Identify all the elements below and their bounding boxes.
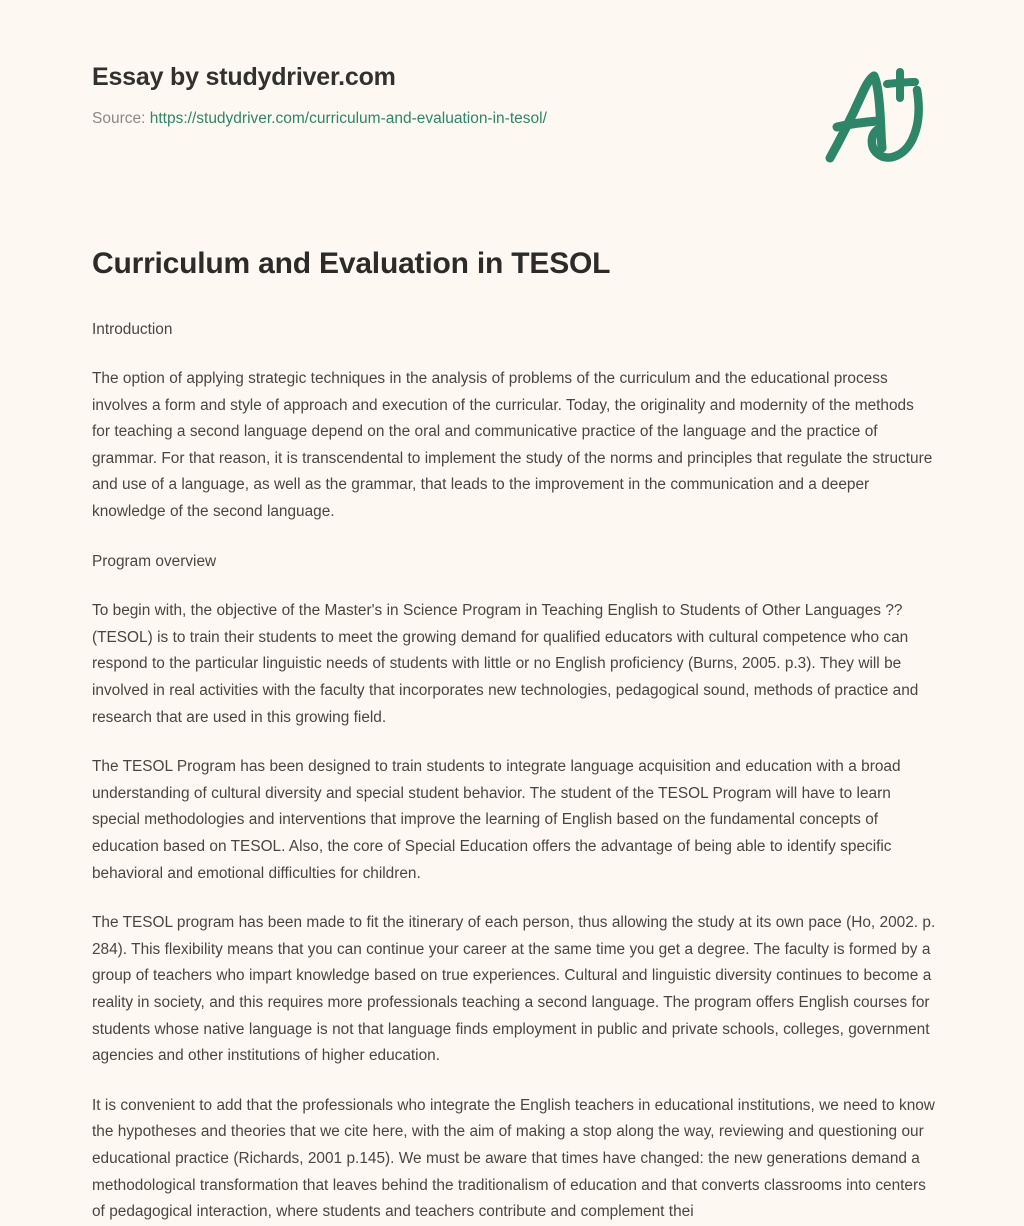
paragraph-program-objective: To begin with, the objective of the Master's in Science Program in Teaching English to Students of Other Languages ??(TESOL) is to train their students to meet the growing demand for qualified educators with cultural competence who can respond to the particular linguistic needs of students with little or no English proficiency (Burns, 2005. p.3). They will be involved in real activities with the faculty that incorporates new technologies, pedagogical sound, methods of practice and research that are used in this growing field. bbox=[92, 602, 919, 726]
section-label-introduction: Introduction bbox=[92, 320, 173, 338]
source-url-link[interactable]: https://studydriver.com/curriculum-and-evaluation-in-tesol/ bbox=[149, 110, 547, 127]
page-header bbox=[0, 0, 1024, 200]
paragraph-professional-practice: It is convenient to add that the professionals who integrate the English teachers in educational institutions, we need to know the hypotheses and theories that we cite here, with the aim of making a stop along the way, reviewing and questioning our educational practice (Richards, 2001 p.145). We must be aware that times have changed: the new generations demand a methodological transformation that leaves behind the traditionalism of education and that converts classrooms into centers of pedagogical interaction, where students and teachers contribute and complement thei bbox=[92, 1096, 935, 1221]
source-line bbox=[92, 109, 792, 129]
paragraph-introduction-body: The option of applying strategic techniques in the analysis of problems of the curriculum and the educational process involves a form and style of approach and execution of the curricular. Today, the originality and modernity of the methods for teaching a second language depend on the oral and communicative practice of the language and the practice of grammar. For that reason, it is transcendental to implement the study of the norms and principles that regulate the structure and use of a language, as well as the grammar, that leads to the improvement in the communication and a deeper knowledge of the second language. bbox=[92, 370, 933, 521]
source-label: Source: bbox=[92, 110, 146, 127]
paragraph-program-design: The TESOL Program has been designed to train students to integrate language acquisition and education with a broad understanding of cultural diversity and special student behavior. The student of the TESOL Program will have to learn special methodologies and interventions that improve the learning of English based on the fundamental concepts of education based on TESOL. Also, the core of Special Education offers the advantage of being able to identify specific behavioral and emotional difficulties for children. bbox=[92, 758, 901, 882]
brand-block bbox=[92, 62, 792, 129]
document-body bbox=[92, 245, 936, 1226]
brand-title: Essay by studydriver.com bbox=[92, 63, 396, 91]
a-plus-logo-svg bbox=[820, 64, 932, 168]
section-label-program-overview: Program overview bbox=[92, 552, 217, 570]
paragraph-program-flexibility: The TESOL program has been made to fit the itinerary of each person, thus allowing the study at its own pace (Ho, 2002. p. 284). This flexibility means that you can continue your career at the same time you get a degree. The faculty is formed by a group of teachers who impart knowledge based on true experiences. Cultural and linguistic diversity continues to become a reality in society, and this requires more professionals teaching a second language. The program offers English courses for students whose native language is not that language finds employment in public and private schools, colleges, government agencies and other institutions of higher education. bbox=[92, 914, 936, 1065]
page-title: Curriculum and Evaluation in TESOL bbox=[92, 247, 611, 280]
a-plus-logo-icon[interactable] bbox=[820, 64, 932, 168]
